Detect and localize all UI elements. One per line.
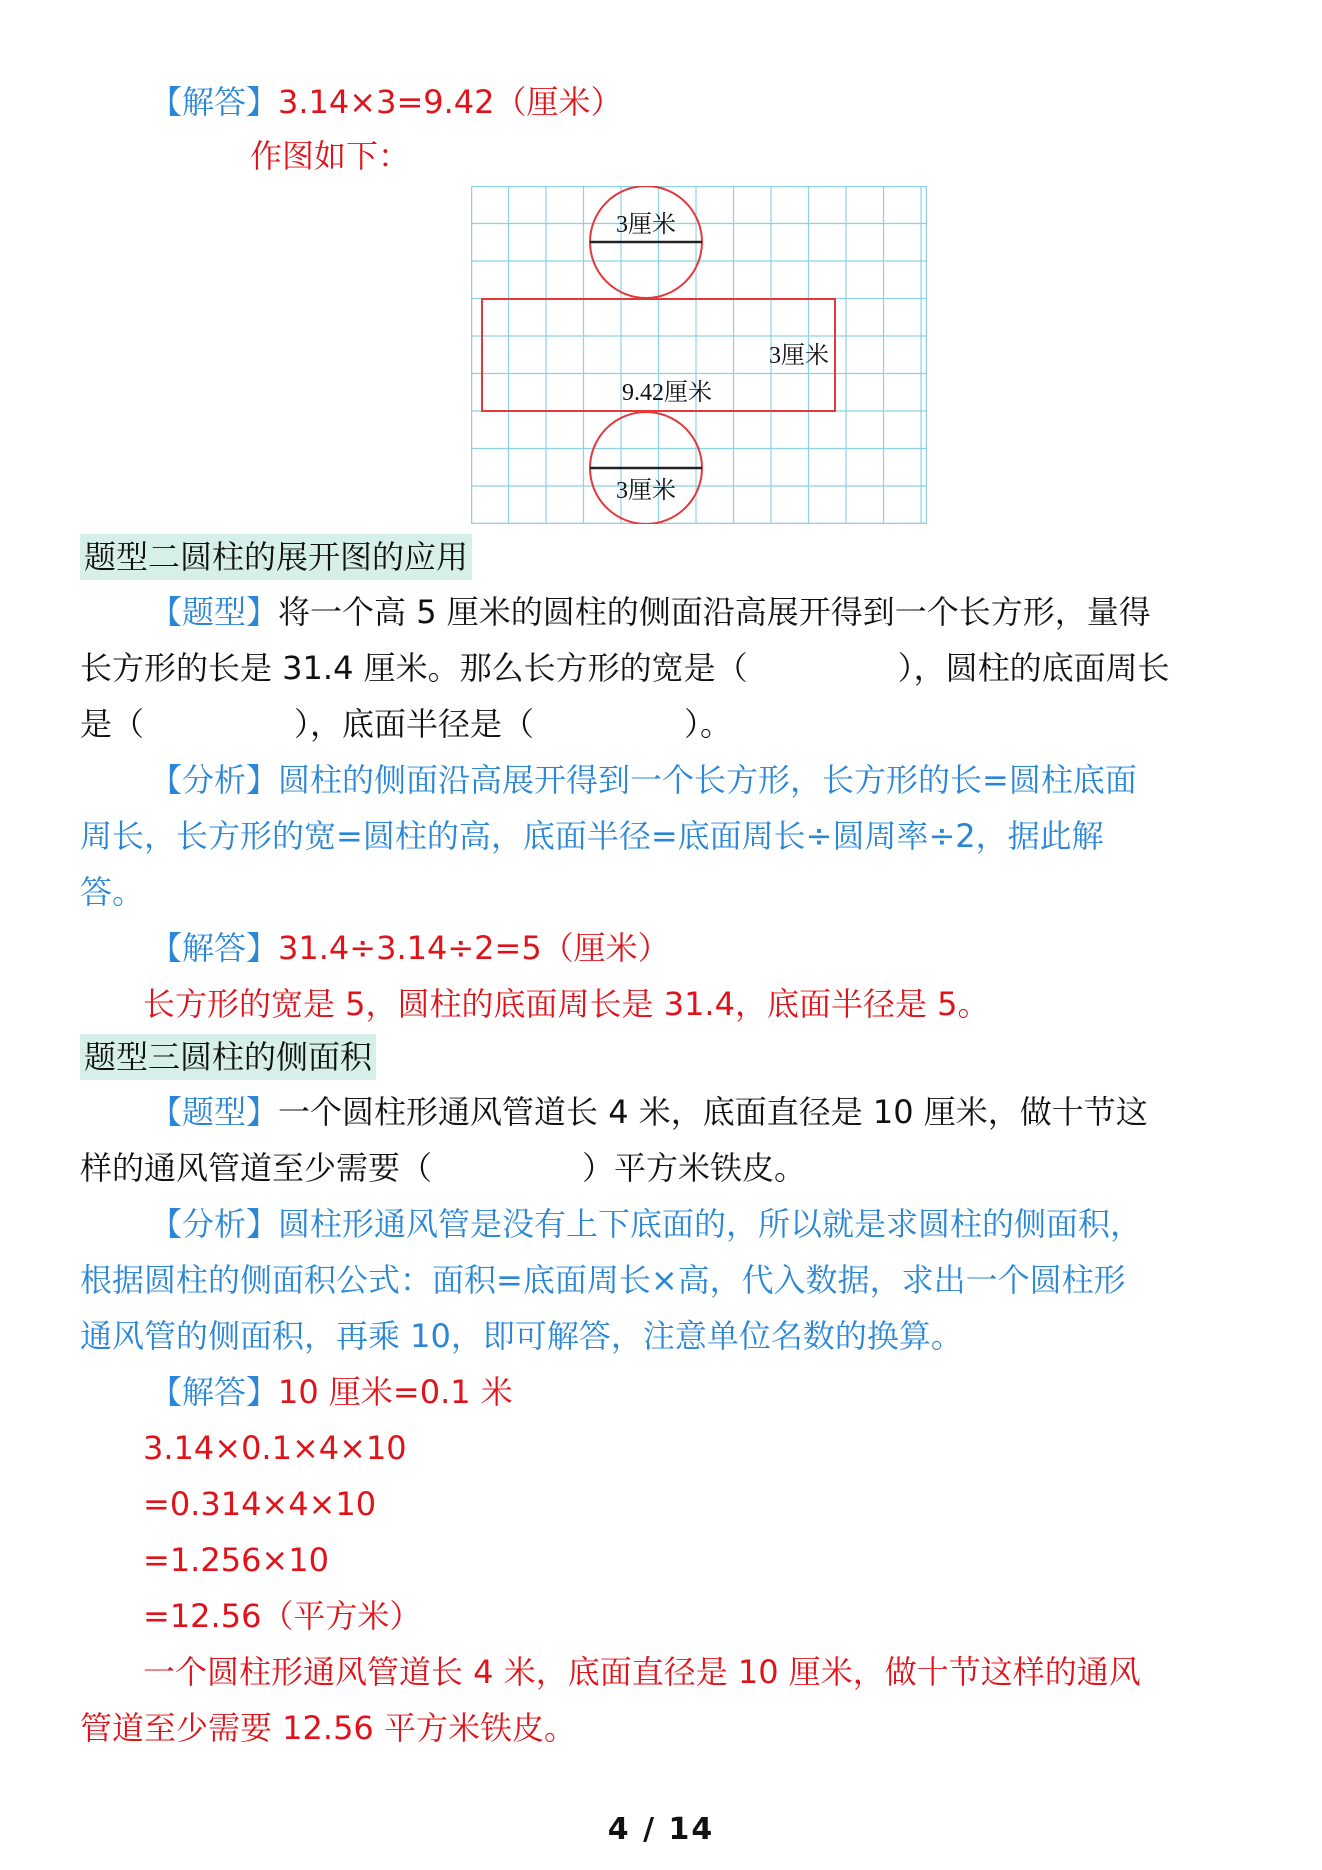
analysis-line	[150, 1202, 1142, 1246]
calc-line: =1.256×10	[143, 1541, 329, 1579]
top-circle-label: 3厘米	[616, 212, 676, 238]
answer-conclusion: 管道至少需要 12.56 平方米铁皮。	[80, 1709, 576, 1747]
calc-line: =12.56（平方米）	[143, 1597, 422, 1635]
answer-tag: 【解答】	[150, 1373, 279, 1411]
analysis-tag: 【分析】	[150, 761, 279, 799]
question-text: ），底面半径是（	[294, 705, 535, 743]
question-line	[150, 590, 1151, 634]
question-text: ），圆柱的底面周长	[897, 649, 1170, 687]
answer-tag: 【解答】	[150, 83, 279, 121]
grid	[471, 186, 927, 524]
question-text: 是（	[80, 705, 145, 743]
question-text: 样的通风管道至少需要（	[80, 1149, 433, 1187]
section-heading: 题型三圆柱的侧面积	[80, 1034, 376, 1080]
question-text: 将一个高 5 厘米的圆柱的侧面沿高展开得到一个长方形，量得	[278, 593, 1151, 631]
question-line	[150, 1090, 1148, 1134]
grid-border	[472, 187, 927, 524]
question-text: 一个圆柱形通风管道长 4 米，底面直径是 10 厘米，做十节这	[278, 1093, 1148, 1131]
analysis-text: 圆柱形通风管是没有上下底面的，所以就是求圆柱的侧面积，	[278, 1205, 1143, 1243]
question-text: ）平方米铁皮。	[582, 1149, 807, 1187]
analysis-line: 根据圆柱的侧面积公式：面积=底面周长×高，代入数据，求出一个圆柱形	[80, 1261, 1126, 1299]
analysis-line: 通风管的侧面积，再乘 10，即可解答，注意单位名数的换算。	[80, 1317, 963, 1355]
analysis-line: 答。	[80, 873, 145, 911]
answer-conclusion: 一个圆柱形通风管道长 4 米，底面直径是 10 厘米，做十节这样的通风	[143, 1653, 1141, 1691]
answer-text: 3.14×3=9.42（厘米）	[278, 83, 623, 121]
question-line	[80, 702, 732, 746]
answer-conclusion: 长方形的宽是 5，圆柱的底面周长是 31.4，底面半径是 5。	[143, 985, 990, 1023]
answer-text: 10 厘米=0.1 米	[278, 1373, 513, 1411]
answer-tag: 【解答】	[150, 929, 279, 967]
rect-height-label: 3厘米	[769, 343, 829, 369]
cylinder-net-figure	[471, 186, 927, 524]
section-heading: 题型二圆柱的展开图的应用	[80, 534, 472, 580]
question-tag: 【题型】	[150, 1093, 279, 1131]
calc-line: =0.314×4×10	[143, 1485, 377, 1523]
question-text: 长方形的长是 31.4 厘米。那么长方形的宽是（	[80, 649, 748, 687]
page-number: 4 / 14	[607, 1812, 715, 1847]
rect-width-label: 9.42厘米	[622, 380, 712, 406]
answer-text: 31.4÷3.14÷2=5（厘米）	[278, 929, 670, 967]
answer-line	[150, 926, 670, 970]
analysis-text: 圆柱的侧面沿高展开得到一个长方形，长方形的长=圆柱底面	[278, 761, 1137, 799]
analysis-tag: 【分析】	[150, 1205, 279, 1243]
question-tag: 【题型】	[150, 593, 279, 631]
draw-note: 作图如下：	[250, 137, 411, 175]
bottom-circle-label: 3厘米	[616, 478, 676, 504]
question-text: ）。	[684, 705, 733, 743]
answer-line	[150, 80, 623, 124]
calc-line: 3.14×0.1×4×10	[143, 1429, 407, 1467]
question-line	[80, 1146, 806, 1190]
answer-line	[150, 1370, 513, 1414]
analysis-line: 周长，长方形的宽=圆柱的高，底面半径=底面周长÷圆周率÷2，据此解	[80, 817, 1104, 855]
question-line	[80, 646, 1170, 690]
analysis-line	[150, 758, 1137, 802]
